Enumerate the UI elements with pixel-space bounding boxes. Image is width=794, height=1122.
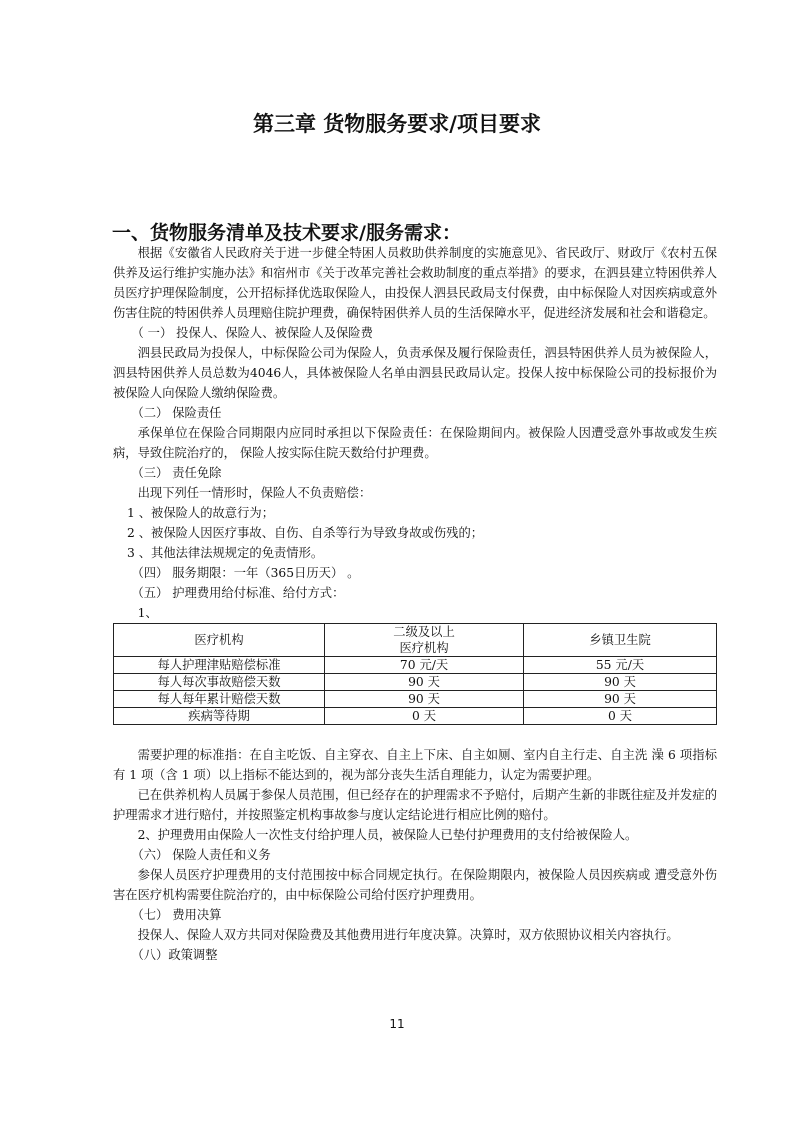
document-body <box>113 243 717 965</box>
page-number: 11 <box>389 1017 405 1031</box>
section-4-service-period: （四） 服务期限：一年（365日历天） 。 <box>131 566 360 580</box>
table-cell: 每人每次事故赔偿天数 <box>114 674 325 691</box>
table-cell: 每人每年累计赔偿天数 <box>114 691 325 708</box>
table-cell: 90 天 <box>524 691 717 708</box>
section-6-body: 参保人员医疗护理费用的支付范围按中标合同规定执行。在保险期限内，被保险人员因疾病或 遭受意外伤害在医疗机构需要住院治疗的，由中标保险公司给付医疗护理费用。 <box>113 868 717 902</box>
header-line: 医疗机构 <box>399 641 449 655</box>
table-cell: 0 天 <box>325 708 524 725</box>
table-cell: 0 天 <box>524 708 717 725</box>
section-5-item-1: 1、 <box>137 606 158 620</box>
table-row <box>114 657 717 674</box>
section-6-title: （六） 保险人责任和义务 <box>131 848 271 862</box>
section-2-title: （二） 保险责任 <box>131 406 222 420</box>
table-cell: 55 元/天 <box>524 657 717 674</box>
section-2-body: 承保单位在保险合同期限内应同时承担以下保险责任：在保险期间内。被保险人因遭受意外事故或发生疾病，导致住院治疗的， 保险人按实际住院天数给付护理费。 <box>113 426 717 460</box>
section-heading: 一、货物服务清单及技术要求/服务需求： <box>112 222 461 244</box>
payment-item-2: 2、护理费用由保险人一次性支付给护理人员，被保险人已垫付护理费用的支付给被保险人。 <box>137 828 638 842</box>
chapter-title: 第三章 货物服务要求/项目要求 <box>253 112 541 136</box>
exclusion-item: 3 、其他法律法规规定的免责情形。 <box>127 546 324 560</box>
table-row <box>114 674 717 691</box>
section-3-intro: 出现下列任一情形时，保险人不负责赔偿： <box>137 486 372 500</box>
section-7-title: （七） 费用决算 <box>131 908 222 922</box>
table-header-cell <box>325 624 524 657</box>
section-7-body: 投保人、保险人双方共同对保险费及其他费用进行年度决算。决算时，双方依照协议相关内容执行。 <box>137 928 679 942</box>
table-row <box>114 691 717 708</box>
existing-members-paragraph: 已在供养机构人员属于参保人员范围，但已经存在的护理需求不予赔付，后期产生新的非既往症及并发症的护理需求才进行赔付，并按照鉴定机构事故参与度认定结论进行相应比例的赔付。 <box>113 788 717 822</box>
table-cell: 疾病等待期 <box>114 708 325 725</box>
section-5-title: （五） 护理费用给付标准、给付方式： <box>131 586 345 600</box>
intro-paragraph: 根据《安徽省人民政府关于进一步健全特困人员救助供养制度的实施意见》、省民政厅、财政厅《农村五保供养及运行维护实施办法》和宿州市《关于改革完善社会救助制度的重点举措》的要求，在泗县建立特困供养人员医疗护理保险制度，公开招标择优选取保险人，由投保人泗县民政局支付保费，由中标保险人对因疾病或意外伤害住院的特困供养人员理赔住院护理费，确保特困供养人员的生活保障水平，促进经济发展和社会和谐稳定。 <box>113 246 717 320</box>
section-3-title: （三） 责任免除 <box>131 466 222 480</box>
table-cell: 90 天 <box>325 674 524 691</box>
care-standard-paragraph: 需要护理的标准指：在自主吃饭、自主穿衣、自主上下床、自主如厕、室内自主行走、自主洗 澡 6 项指标有 1 项（含 1 项）以上指标不能达到的，视为部分丧失生活自理能力，认定为需要护理。 <box>113 748 717 782</box>
table-cell: 每人护理津贴赔偿标准 <box>114 657 325 674</box>
section-1-title: （ 一） 投保人、保险人、被保险人及保险费 <box>131 326 373 340</box>
table-header-cell: 乡镇卫生院 <box>524 624 717 657</box>
table-header-cell: 医疗机构 <box>114 624 325 657</box>
exclusion-item: 2 、被保险人因医疗事故、自伤、自杀等行为导致身故或伤残的； <box>127 526 484 540</box>
section-1-body: 泗县民政局为投保人，中标保险公司为保险人，负责承保及履行保险责任，泗县特困供养人员为被保险人，泗县特困供养人员总数为4046人，具体被保险人名单由泗县民政局认定。投保人按中标保险公司的投标报价为被保险人向保险人缴纳保险费。 <box>113 346 717 400</box>
exclusion-item: 1 、被保险人的故意行为； <box>127 506 274 520</box>
header-line: 二级及以上 <box>393 625 455 639</box>
table-cell: 90 天 <box>325 691 524 708</box>
spacer <box>113 725 717 745</box>
table-cell: 70 元/天 <box>325 657 524 674</box>
table-header-row <box>114 624 717 657</box>
table-row <box>114 708 717 725</box>
table-cell: 90 天 <box>524 674 717 691</box>
section-8-title: （八）政策调整 <box>131 948 218 962</box>
fee-table <box>113 623 717 725</box>
